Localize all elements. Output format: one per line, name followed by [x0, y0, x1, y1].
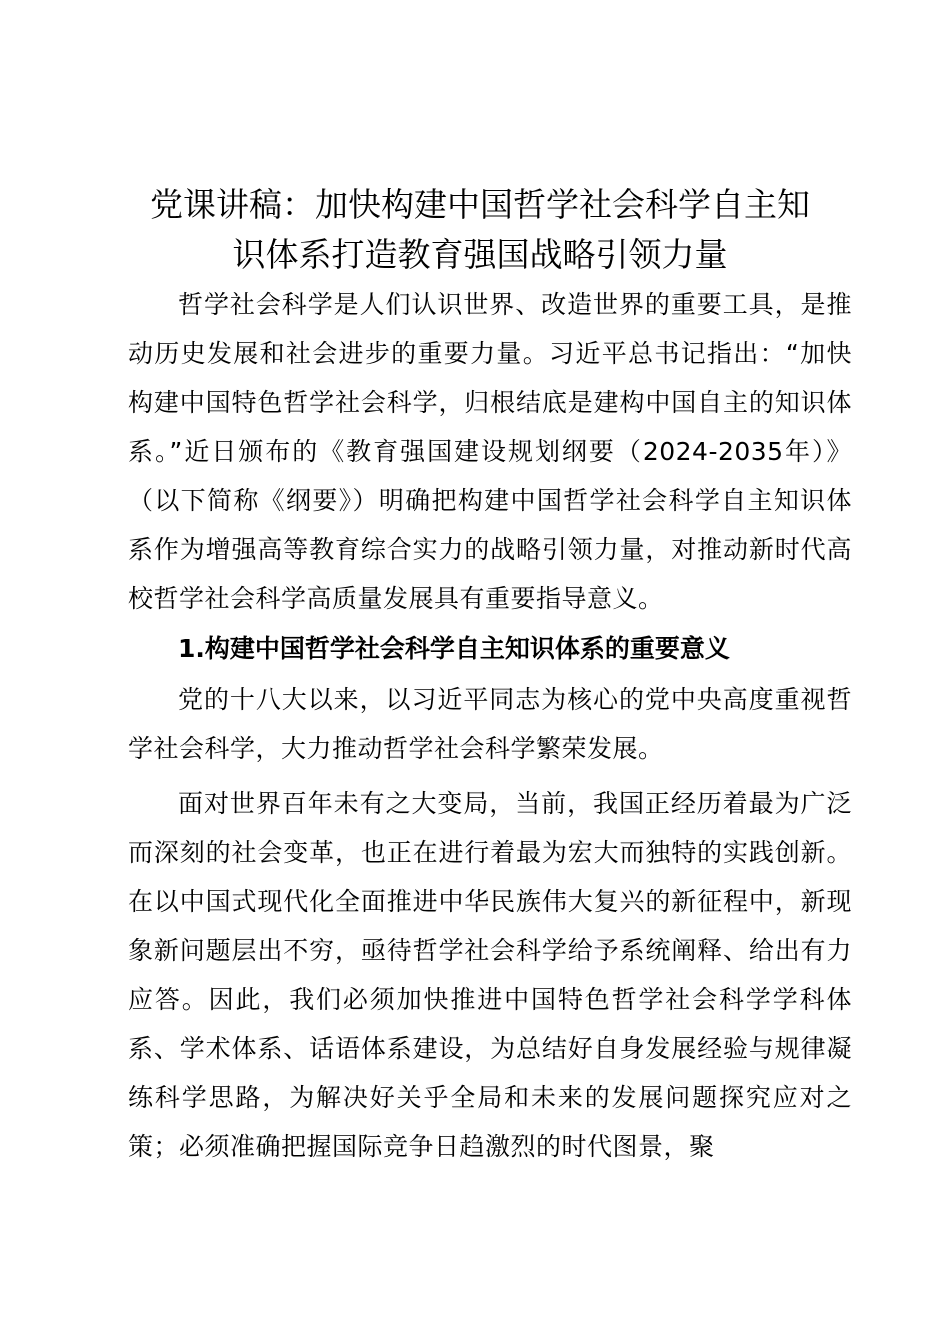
title-line-1: 党课讲稿：加快构建中国哲学社会科学自主知 — [150, 185, 810, 224]
title-line-2: 识体系打造教育强国战略引领力量 — [232, 235, 728, 274]
document-body — [128, 280, 852, 1171]
paragraph-section1-b: 面对世界百年未有之大变局，当前，我国正经历着最为广泛而深刻的社会变革，也正在进行着最为宏大而独特的实践创新。在以中国式现代化全面推进中华民族伟大复兴的新征程中，新现象新问题层出不穷，亟待哲学社会科学给予系统阐释、给出有力应答。因此，我们必须加快推进中国特色哲学社会科学学科体系、学术体系、话语体系建设，为总结好自身发展经验与规律凝练科学思路，为解决好关乎全局和未来的发展问题探究应对之策；必须准确把握国际竞争日趋激烈的时代图景，聚 — [128, 789, 852, 1161]
paragraph-section1-a: 党的十八大以来，以习近平同志为核心的党中央高度重视哲学社会科学，大力推动哲学社会科学繁荣发展。 — [128, 685, 852, 763]
document-title — [100, 180, 860, 280]
section-heading-1: 1.构建中国哲学社会科学自主知识体系的重要意义 — [178, 634, 730, 663]
paragraph-intro: 哲学社会科学是人们认识世界、改造世界的重要工具，是推动历史发展和社会进步的重要力量。习近平总书记指出：“加快构建中国特色哲学社会科学，归根结底是建构中国自主的知识体系。”近日颁布的《教育强国建设规划纲要（2024-2035年）》（以下简称《纲要》）明确把构建中国哲学社会科学自主知识体系作为增强高等教育综合实力的战略引领力量，对推动新时代高校哲学社会科学高质量发展具有重要指导意义。 — [128, 290, 852, 613]
